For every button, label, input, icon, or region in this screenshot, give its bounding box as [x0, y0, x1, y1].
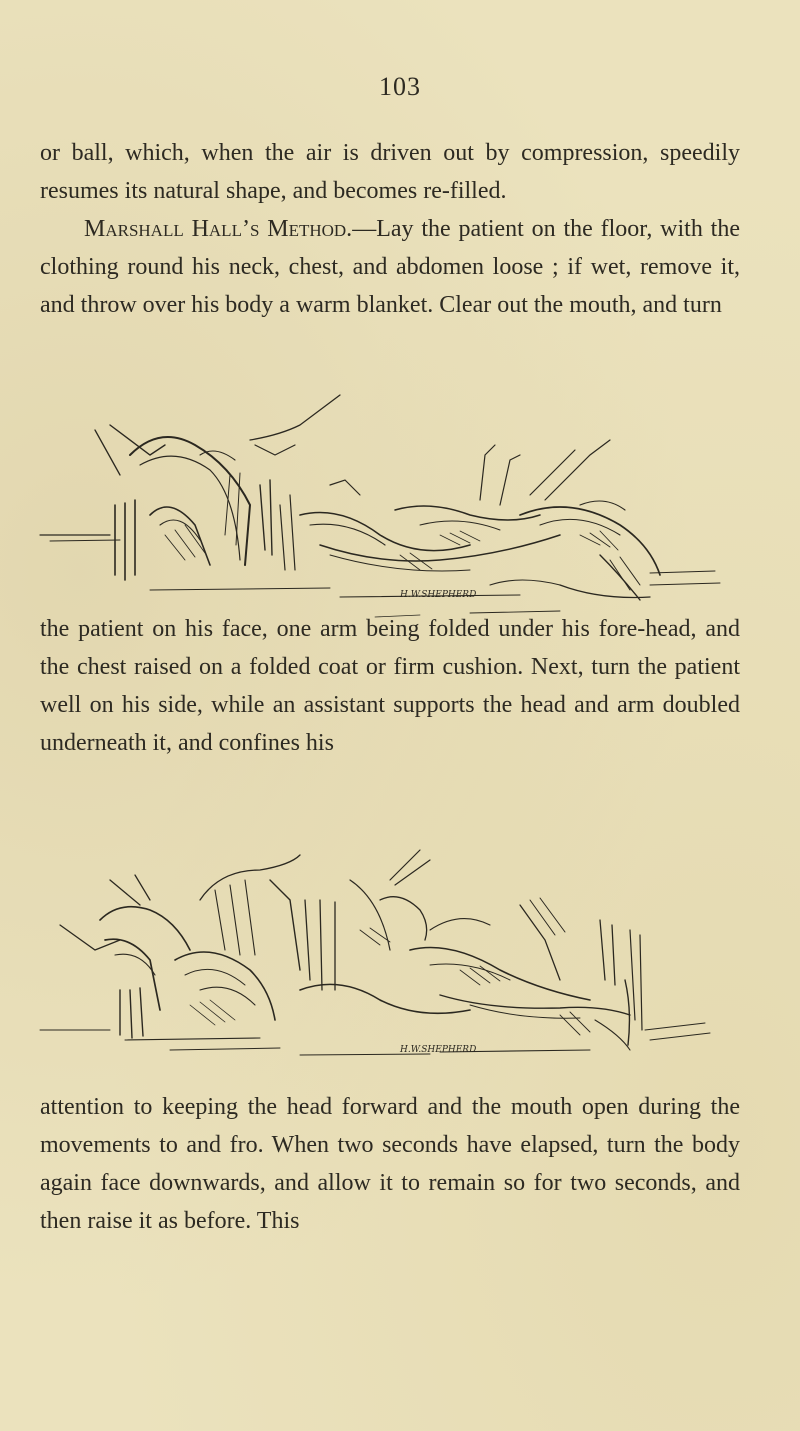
- paragraph-continuation: or ball, which, when the air is driven out by compression, speedily resumes its natural shape, and becomes re-filled.: [40, 140, 740, 204]
- engraving-patient-prone-icon: [0, 385, 800, 635]
- engraving-patient-on-side-icon: [0, 840, 800, 1085]
- paragraph-patient-face: the patient on his face, one arm being folded under his fore-head, and the chest raised on a folded coat or firm cushion. Next, turn the patient well on his side, while an assistant supports the head and arm doubled underneath it, and confines his: [40, 616, 740, 756]
- engraver-signature: H.W.SHEPHERD: [400, 590, 477, 600]
- text-block-middle: [40, 610, 740, 762]
- paragraph-marshall-hall: [40, 210, 740, 324]
- figure-patient-on-side: [0, 840, 800, 1085]
- section-heading: Marshall Hall’s Method.: [84, 216, 353, 242]
- paragraph-attention: attention to keeping the head forward and the mouth open during the movements to and fro. When two seconds have elapsed, turn the body again face downwards, and allow it to remain so for two seconds, and then raise it as before. This: [40, 1094, 740, 1234]
- figure-patient-prone: [0, 385, 800, 635]
- page-number: 103: [379, 72, 421, 101]
- engraver-signature: H.W.SHEPHERD: [400, 1045, 477, 1055]
- text-block-bottom: [40, 1088, 740, 1240]
- paragraph-body: —Lay the patient on the floor, with the clothing round his neck, chest, and abdomen loose ; if wet, remove it, and throw over his body a warm blanket. Clear out the mouth, and turn: [40, 216, 740, 318]
- text-block-top: [40, 134, 740, 324]
